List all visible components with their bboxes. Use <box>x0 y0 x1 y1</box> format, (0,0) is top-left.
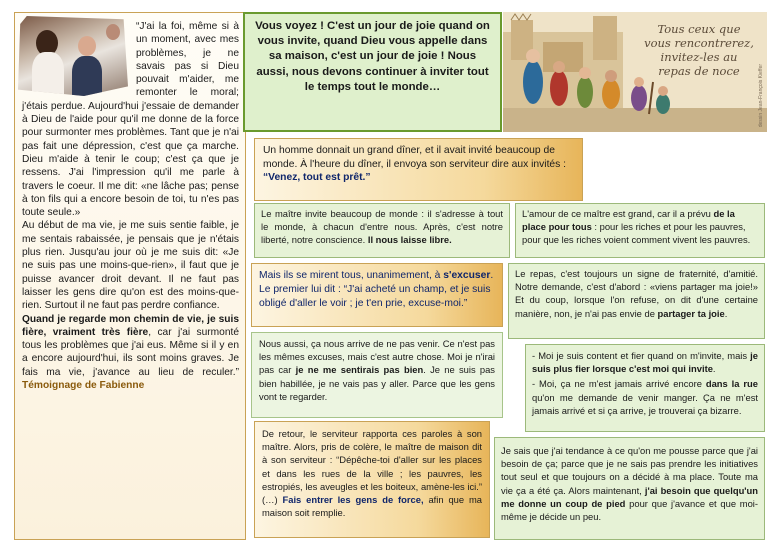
comment-2-text-before: L'amour de ce maître est grand, car il a prévu <box>522 208 714 219</box>
comment-4-after: . Je ne suis pas bien habillée, je ne vais pas y aller. Parce que les gens vont te regarder. <box>259 364 495 402</box>
parable-2-before: Mais ils se mirent tous, unanimement, à <box>259 270 444 281</box>
comment-4-before: Nous aussi, ça nous arrive de ne pas venir. Ce n'est pas les mêmes excuses, mais c'est autre chose. Moi je n'irai pas car <box>259 338 495 376</box>
comment-5-item-2-bold: dans la rue <box>705 378 758 390</box>
comment-6-before: Je sais que j'ai tendance à ce qu'on me pousse parce que j'ai besoin de ça; parce que je ne sais pas prendre les initiatives tout seul et que toujours on a décidé à ma place. Toute ma vie ça a été ça. Alors maintenant, <box>501 445 758 496</box>
parable-box-3 <box>254 421 490 538</box>
parable-1-text: Un homme donnait un grand dîner, et il avait invité beaucoup de monde. À l'heure du dîner, il envoya son serviteur dire aux invités : <box>263 145 567 170</box>
parable-2-bold: s'excuser <box>443 270 491 281</box>
comment-2-bold: de la place pour tous <box>522 208 735 233</box>
parable-box-2 <box>251 263 503 327</box>
illustration-credit: dessin Jean-François Kieffer <box>758 64 764 128</box>
comment-5-item-1-before: - Moi je suis content et fier quand on m'invite, mais <box>532 350 751 361</box>
feast-illustration <box>503 12 767 132</box>
testimony-signature: Témoignage de Fabienne <box>22 380 145 392</box>
comment-5-item-1-after: . <box>712 363 716 375</box>
comment-box-1 <box>254 203 510 258</box>
illustration-caption: Tous ceux que vous rencontrerez, invitez-les au repas de noce <box>644 22 754 78</box>
parable-3-bold: Fais entrer les gens de force, <box>282 494 424 506</box>
testimony-highlight: Quand je regarde mon chemin de vie, je suis fière, vraiment très fière <box>22 313 239 338</box>
comment-box-4 <box>251 332 503 418</box>
comment-2-text-after: : pour les riches et pour les pauvres, pour que les riches voient comment vivent les pauvres. <box>522 221 751 246</box>
header-text: Vous voyez ! C'est un jour de joie quand on vous invite, quand Dieu vous appelle dans sa maison, c'est un jour de joie ! Nous aussi, nous devons continuer à inviter tout le temps tout le monde… <box>255 20 490 93</box>
comment-1-bold: Il nous laisse libre. <box>367 234 452 246</box>
header-message <box>243 12 502 132</box>
comment-5-item-1 <box>532 349 758 375</box>
comment-box-3 <box>508 263 765 339</box>
comment-box-6 <box>494 437 765 540</box>
comment-6-after: pour que j'avance et que moi-même je décide un peu. <box>501 497 758 523</box>
testimony-column <box>14 12 246 540</box>
parable-box-1 <box>254 138 583 201</box>
comment-box-2 <box>515 203 765 258</box>
parable-2-after: . Le premier lui dit : “J'ai acheté un champ, et je suis obligé d'aller le voir ; je t'en prie, excuse-moi.” <box>259 270 494 309</box>
parable-1-quote: “Venez, tout est prêt.” <box>263 172 371 183</box>
comment-5-item-1-bold: je suis plus fier lorsque c'est moi qui invite <box>532 350 758 375</box>
comment-5-item-2 <box>532 377 758 417</box>
testimony-paragraph-3 <box>22 313 239 393</box>
comment-3-bold: partager ta joie <box>657 307 725 319</box>
comment-1-text: Le maître invite beaucoup de monde : il s'adresse à tout le monde, à chacun d'entre nous. Après, c'est notre liberté, notre conscience. <box>261 208 503 246</box>
testimony-photo <box>18 16 128 96</box>
testimony-paragraph-1: “J'ai la foi, même si à un moment, avec mes problèmes, je ne savais pas si Dieu pouvait m'aider, me remonter le moral; j'étais perdue. Aujourd'hui j'essaie de demander à Dieu de l'aide pour qu'il me donne de la force pour surmonter mes problèmes. Tant que je n'ai pas fait une dépression, c'est que ça marche. Dieu m'aide à tenir le coup; c'est ça que je ressens. J'ai l'impression qu'il me parle à travers le coeur. Il me dit: «ne lâche pas; pense à ton fils qui a encore besoin de toi, tu n'es pas toute seule.» <box>22 21 239 219</box>
comment-3-after: . <box>724 307 728 319</box>
parable-3-before: De retour, le serviteur rapporta ces paroles à son maître. Alors, pris de colère, le maître de maison dit à son serviteur : “Dépêche-toi d'aller sur les places et dans les rues de la ville ; les pauvres, les estropiés, les aveugles et les boiteux, amène-les ici.” (…) <box>262 428 482 506</box>
parable-3-after: afin que ma maison soit remplie. <box>262 494 482 519</box>
comment-box-5 <box>525 344 765 432</box>
comment-3-before: Le repas, c'est toujours un signe de fraternité, d'amitié. Notre demande, c'est d'abord : «viens partager ma joie!» Et du coup, lorsque l'on refuse, on dit d'une certaine manière, non, je n'ai pas envie de <box>515 268 758 319</box>
comment-4-bold: je ne me sentirais pas bien <box>295 364 424 376</box>
testimony-paragraph-3-rest: , car j'ai surmonté tous les problèmes que j'ai eus. Même si il y en a encore aujourd'hui, ils sont moins graves. Je fais ma vie, j'avance au lieu de reculer.” <box>22 326 239 378</box>
testimony-paragraph-2: Au début de ma vie, je me suis sentie faible, je me sentais rabaissée, je pensais que je n'étais plus rien. Jusqu'au jour où je me suis dit: «Je ne suis pas une moins-que-rien», il faut que je puisse avancer droit devant. Il ne faut pas laisser les gens dire qu'on est des moins-que-rien. Surtout il ne faut pas perdre confiance. <box>22 220 239 312</box>
comment-6-bold: j'ai besoin que quelqu'un me donne un coup de pied <box>501 484 758 509</box>
comment-5-item-2-after: qu'on me demande de venir manger. Ça ne m'est jamais arrivé et si ça arrive, je trouverai ça bizarre. <box>532 391 758 416</box>
comment-5-item-2-before: - Moi, ça ne m'est jamais arrivé encore <box>532 378 706 390</box>
